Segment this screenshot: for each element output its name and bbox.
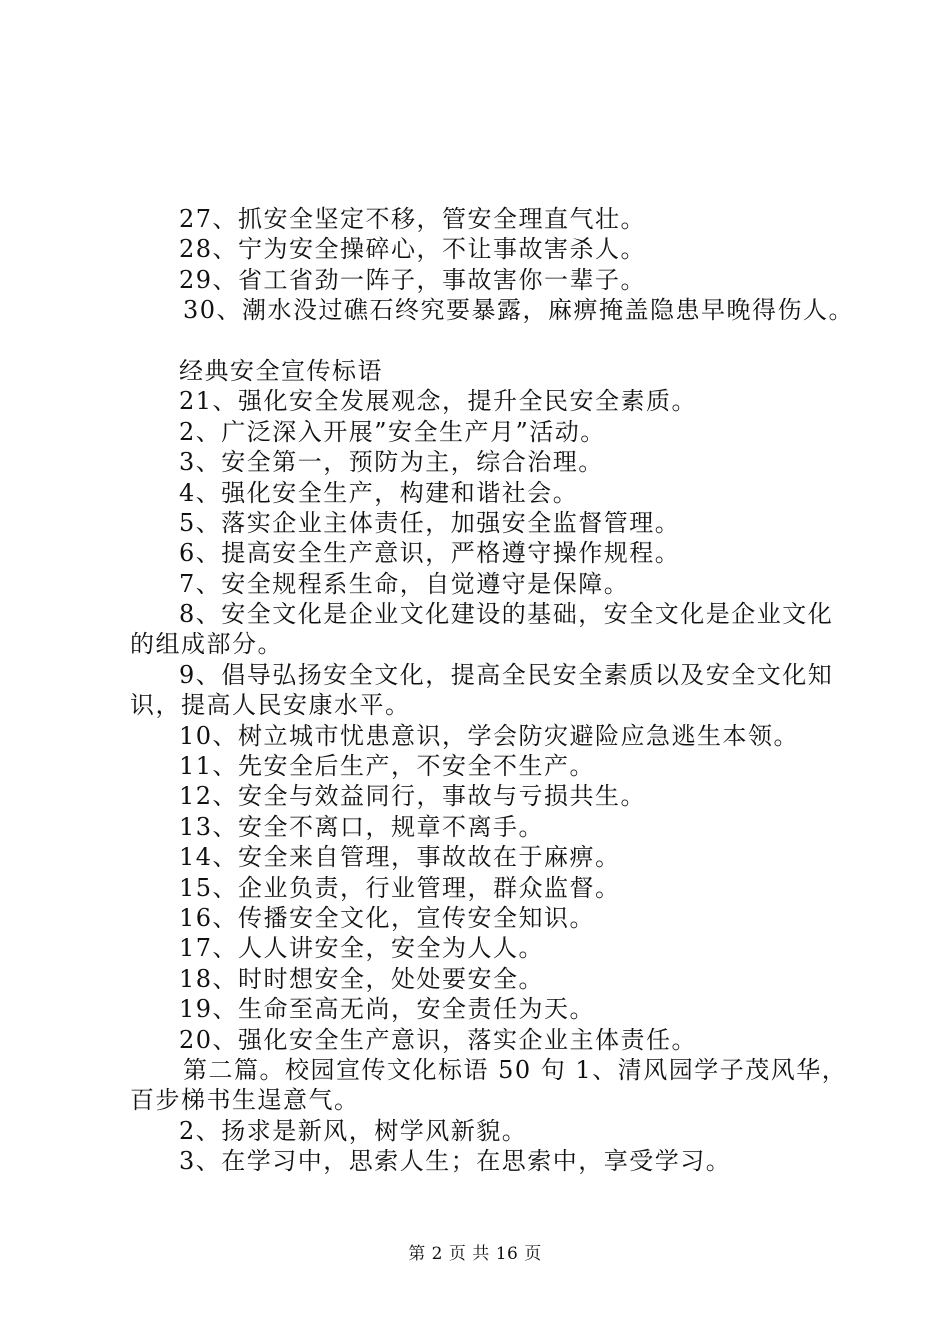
text-line: 3、安全第一，预防为主，综合治理。 — [179, 448, 604, 477]
text-line: 15、企业负责，行业管理，群众监督。 — [179, 873, 621, 902]
text-line: 9、倡导弘扬安全文化，提高全民安全素质以及安全文化知 — [179, 660, 834, 689]
text-line: 识，提高人民安康水平。 — [130, 691, 411, 720]
text-line: 28、宁为安全操碎心，不让事故害杀人。 — [179, 235, 647, 264]
page-footer: 第 2 页 共 16 页 — [408, 1244, 542, 1264]
text-line: 6、提高安全生产意识，严格遵守操作规程。 — [179, 539, 681, 568]
text-line: 的组成部分。 — [130, 630, 283, 659]
text-line: 19、生命至高无尚，安全责任为天。 — [179, 995, 596, 1024]
text-line: 29、省工省劲一阵子，事故害你一辈子。 — [179, 265, 647, 294]
text-line: 18、时时想安全，处处要安全。 — [179, 964, 545, 993]
text-line: 4、强化安全生产，构建和谐社会。 — [179, 478, 579, 507]
text-line: 百步梯书生逞意气。 — [130, 1086, 360, 1115]
text-line: 20、强化安全生产意识，落实企业主体责任。 — [179, 1025, 698, 1054]
text-line: 11、先安全后生产，不安全不生产。 — [179, 752, 596, 781]
text-line: 第二篇。校园宣传文化标语 50 句 1、清风园学子茂风华， — [183, 1055, 848, 1084]
text-line: 10、树立城市忧患意识，学会防灾避险应急逃生本领。 — [179, 721, 800, 750]
document-body — [130, 204, 855, 1177]
text-line: 21、强化安全发展观念，提升全民安全素质。 — [179, 387, 698, 416]
text-line: 8、安全文化是企业文化建设的基础，安全文化是企业文化 — [179, 600, 834, 629]
text-line: 3、在学习中，思索人生；在思索中，享受学习。 — [179, 1147, 732, 1176]
text-line: 12、安全与效益同行，事故与亏损共生。 — [179, 782, 647, 811]
text-line: 7、安全规程系生命，自觉遵守是保障。 — [179, 569, 630, 598]
blank-line — [130, 326, 835, 356]
text-line: 13、安全不离口，规章不离手。 — [179, 812, 545, 841]
text-line: 2、扬求是新风，树学风新貌。 — [179, 1116, 528, 1145]
text-line: 30、潮水没过礁石终究要暴露，麻痹掩盖隐患早晚得伤人。 — [183, 296, 855, 325]
text-line: 16、传播安全文化，宣传安全知识。 — [179, 903, 596, 932]
text-line: 2、广泛深入开展”安全生产月”活动。 — [179, 417, 606, 446]
text-line: 经典安全宣传标语 — [179, 356, 383, 385]
text-line: 17、人人讲安全，安全为人人。 — [179, 934, 545, 963]
text-line: 14、安全来自管理，事故故在于麻痹。 — [179, 843, 621, 872]
text-line: 27、抓安全坚定不移，管安全理直气壮。 — [179, 205, 647, 233]
text-line: 5、落实企业主体责任，加强安全监督管理。 — [179, 508, 681, 537]
